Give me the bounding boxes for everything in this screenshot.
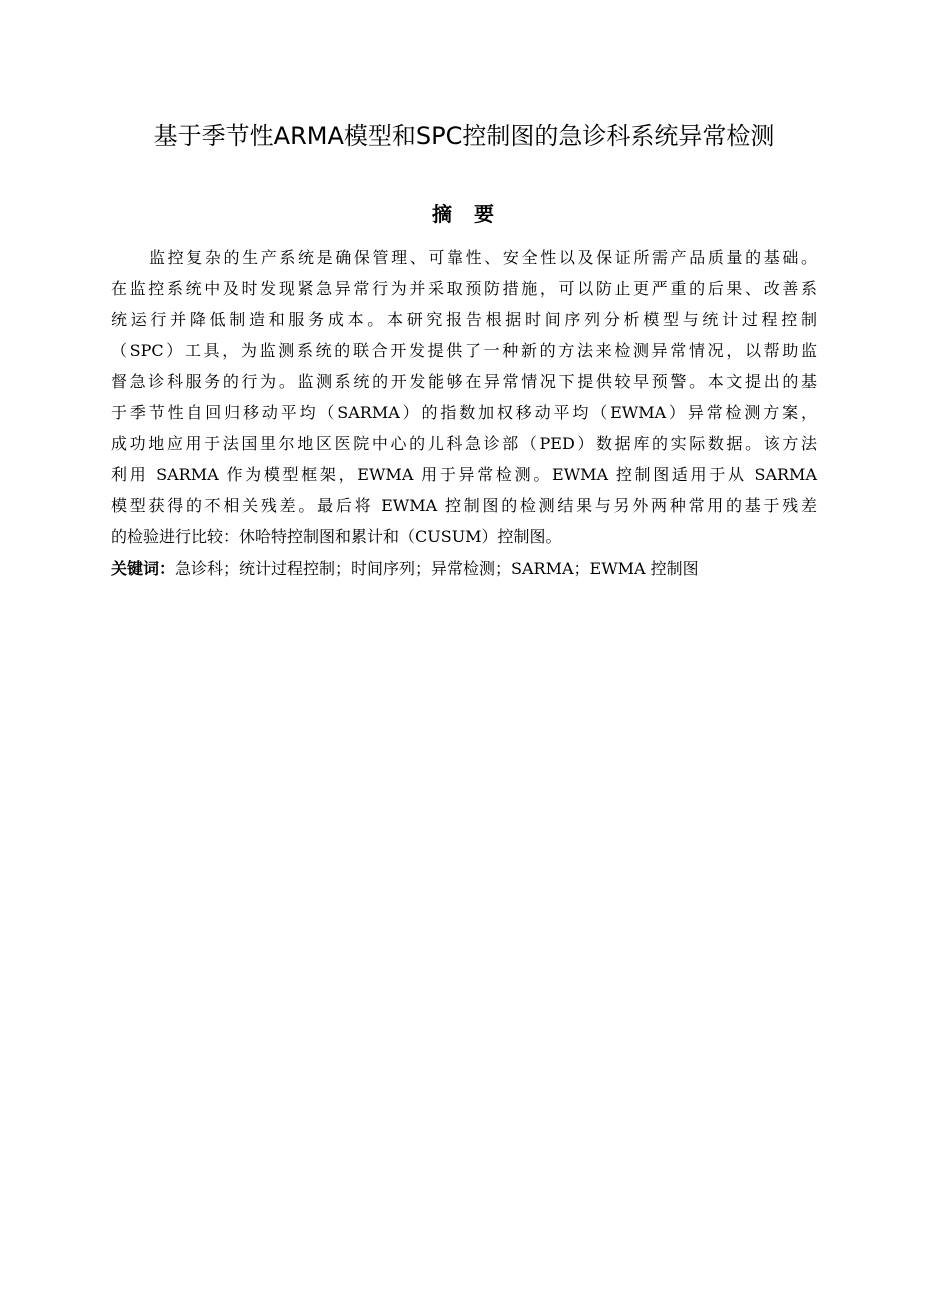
keywords-line bbox=[111, 553, 817, 584]
abstract-heading: 摘要 bbox=[432, 202, 516, 226]
abstract-line: 的检验进行比较：休哈特控制图和累计和（CUSUM）控制图。 bbox=[111, 527, 562, 546]
abstract-line: 在监控系统中及时发现紧急异常行为并采取预防措施，可以防止更严重的后果、改善系 bbox=[111, 279, 817, 298]
abstract-line: 于季节性自回归移动平均（SARMA）的指数加权移动平均（EWMA）异常检测方案， bbox=[111, 403, 817, 422]
abstract-body bbox=[111, 242, 817, 552]
keywords-label: 关键词： bbox=[111, 559, 176, 578]
abstract-line: 利用 SARMA 作为模型框架，EWMA 用于异常检测。EWMA 控制图适用于从 SARMA bbox=[111, 465, 817, 484]
document-title: 基于季节性ARMA模型和SPC控制图的急诊科系统异常检测 bbox=[153, 122, 775, 150]
abstract-line: 监控复杂的生产系统是确保管理、可靠性、安全性以及保证所需产品质量的基础。 bbox=[149, 248, 817, 267]
abstract-line: 督急诊科服务的行为。监测系统的开发能够在异常情况下提供较早预警。本文提出的基 bbox=[111, 372, 817, 391]
abstract-line: 成功地应用于法国里尔地区医院中心的儿科急诊部（PED）数据库的实际数据。该方法 bbox=[111, 434, 817, 453]
keywords-text: 急诊科；统计过程控制；时间序列；异常检测；SARMA；EWMA 控制图 bbox=[175, 559, 699, 578]
abstract-line: 模型获得的不相关残差。最后将 EWMA 控制图的检测结果与另外两种常用的基于残差 bbox=[111, 496, 817, 515]
abstract-line: 统运行并降低制造和服务成本。本研究报告根据时间序列分析模型与统计过程控制 bbox=[111, 310, 817, 329]
abstract-line: （SPC）工具，为监测系统的联合开发提供了一种新的方法来检测异常情况，以帮助监 bbox=[111, 341, 817, 360]
